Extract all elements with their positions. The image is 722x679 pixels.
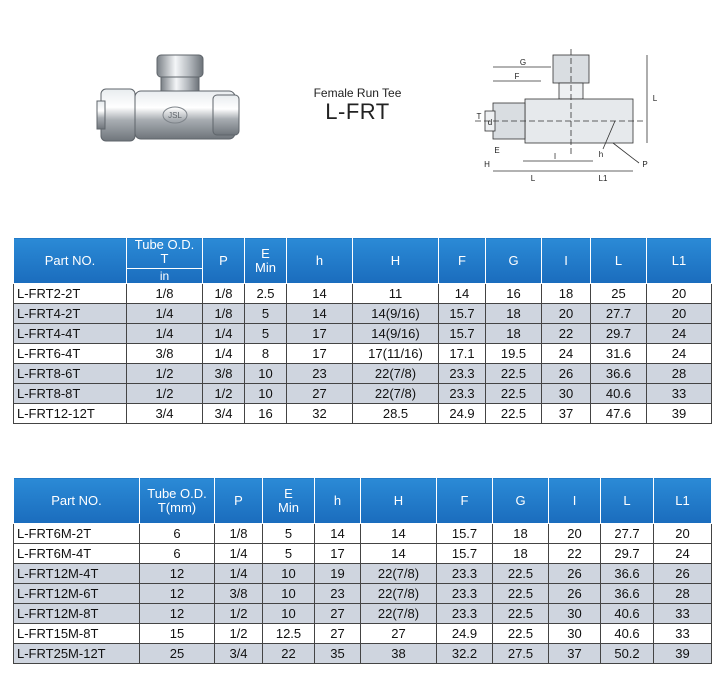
- col-header-l: L: [591, 238, 647, 284]
- cell-e: 16: [245, 404, 287, 424]
- cell-tube-od: 1/4: [127, 304, 203, 324]
- cell-tube-od: 1/8: [127, 284, 203, 304]
- cell-h-big: 14(9/16): [353, 304, 439, 324]
- cell-f: 24.9: [437, 624, 493, 644]
- cell-part: L-FRT6-4T: [14, 344, 127, 364]
- dim-label-l: L: [530, 174, 536, 183]
- cell-p: 1/2: [215, 604, 263, 624]
- dim-label-h-small: h: [598, 150, 604, 159]
- col-header-e-line2: Min: [278, 499, 299, 515]
- technical-drawing: [465, 45, 665, 190]
- cell-h-big: 14: [361, 544, 437, 564]
- cell-i: 37: [549, 644, 601, 664]
- cell-i: 22: [542, 324, 591, 344]
- cell-i: 30: [549, 604, 601, 624]
- cell-l1: 33: [647, 384, 712, 404]
- cell-part: L-FRT8-6T: [14, 364, 127, 384]
- cell-l1: 33: [654, 624, 712, 644]
- cell-l1: 20: [647, 304, 712, 324]
- cell-p: 1/4: [203, 324, 245, 344]
- spec-table-inch: [13, 237, 712, 424]
- cell-g: 18: [493, 524, 549, 544]
- cell-part: L-FRT15M-8T: [14, 624, 140, 644]
- cell-tube-od: 12: [140, 584, 215, 604]
- cell-l: 40.6: [591, 384, 647, 404]
- col-header-l1: L1: [647, 238, 712, 284]
- col-header-h-big: H: [361, 478, 437, 524]
- col-header-h-big: H: [353, 238, 439, 284]
- col-header-part: Part NO.: [14, 238, 127, 284]
- table-row: [14, 524, 712, 544]
- cell-i: 26: [549, 564, 601, 584]
- col-header-h-small: h: [287, 238, 353, 284]
- cell-p: 1/8: [203, 284, 245, 304]
- table-row: [14, 384, 712, 404]
- cell-l1: 24: [654, 544, 712, 564]
- table-row: [14, 344, 712, 364]
- cell-i: 26: [542, 364, 591, 384]
- col-header-tube-line2: T: [160, 251, 169, 266]
- cell-i: 20: [549, 524, 601, 544]
- col-header-tube-unit: in: [127, 268, 202, 283]
- cell-e: 5: [245, 324, 287, 344]
- col-header-f: F: [437, 478, 493, 524]
- cell-part: L-FRT8-8T: [14, 384, 127, 404]
- table-row: [14, 324, 712, 344]
- cell-l: 50.2: [601, 644, 654, 664]
- cell-tube-od: 6: [140, 524, 215, 544]
- cell-e: 5: [245, 304, 287, 324]
- cell-h-big: 17(11/16): [353, 344, 439, 364]
- cell-h-small: 23: [287, 364, 353, 384]
- cell-h-small: 35: [315, 644, 361, 664]
- cell-l1: 28: [647, 364, 712, 384]
- product-title-block: [300, 86, 415, 124]
- col-header-l: L: [601, 478, 654, 524]
- cell-h-big: 22(7/8): [353, 384, 439, 404]
- cell-e: 10: [245, 364, 287, 384]
- cell-g: 22.5: [493, 604, 549, 624]
- cell-e: 10: [245, 384, 287, 404]
- table-row: [14, 304, 712, 324]
- cell-l: 27.7: [601, 524, 654, 544]
- cell-f: 15.7: [439, 324, 486, 344]
- cell-g: 27.5: [493, 644, 549, 664]
- cell-e: 10: [263, 604, 315, 624]
- cell-i: 30: [549, 624, 601, 644]
- col-header-e: [263, 478, 315, 524]
- cell-h-big: 14: [361, 524, 437, 544]
- dim-label-g: G: [519, 58, 527, 67]
- cell-g: 18: [486, 304, 542, 324]
- cell-f: 15.7: [437, 524, 493, 544]
- cell-part: L-FRT12M-8T: [14, 604, 140, 624]
- cell-e: 5: [263, 524, 315, 544]
- cell-h-small: 17: [315, 544, 361, 564]
- col-header-p: P: [215, 478, 263, 524]
- cell-l: 36.6: [601, 564, 654, 584]
- cell-tube-od: 12: [140, 564, 215, 584]
- cell-f: 23.3: [439, 364, 486, 384]
- cell-h-small: 14: [287, 304, 353, 324]
- dim-label-p: P: [642, 160, 648, 169]
- cell-h-small: 27: [315, 624, 361, 644]
- col-header-tube-od: [140, 478, 215, 524]
- cell-p: 1/2: [215, 624, 263, 644]
- photo-logo: JSL: [168, 111, 182, 120]
- col-header-e-line2: Min: [255, 259, 276, 275]
- cell-i: 24: [542, 344, 591, 364]
- cell-f: 32.2: [437, 644, 493, 664]
- table-row: [14, 564, 712, 584]
- col-header-l1: L1: [654, 478, 712, 524]
- dim-label-d: d: [487, 118, 493, 127]
- cell-f: 14: [439, 284, 486, 304]
- cell-h-small: 27: [287, 384, 353, 404]
- dim-label-e: E: [494, 146, 500, 155]
- dim-label-h-big: H: [484, 160, 490, 169]
- cell-l1: 24: [647, 344, 712, 364]
- col-header-tube-line2: T(mm): [157, 499, 197, 515]
- cell-h-small: 32: [287, 404, 353, 424]
- cell-f: 24.9: [439, 404, 486, 424]
- col-header-g: G: [486, 238, 542, 284]
- col-header-e-line1: E: [284, 485, 293, 501]
- cell-f: 23.3: [437, 584, 493, 604]
- col-header-i: I: [549, 478, 601, 524]
- col-header-e: [245, 238, 287, 284]
- cell-g: 18: [493, 544, 549, 564]
- spec-table-metric: [13, 477, 712, 664]
- cell-h-small: 14: [315, 524, 361, 544]
- cell-p: 1/4: [215, 544, 263, 564]
- cell-part: L-FRT6M-4T: [14, 544, 140, 564]
- cell-h-big: 22(7/8): [361, 584, 437, 604]
- col-header-part: Part NO.: [14, 478, 140, 524]
- cell-e: 10: [263, 584, 315, 604]
- cell-tube-od: 1/2: [127, 384, 203, 404]
- cell-i: 37: [542, 404, 591, 424]
- cell-h-small: 17: [287, 344, 353, 364]
- cell-h-small: 17: [287, 324, 353, 344]
- cell-h-big: 22(7/8): [361, 564, 437, 584]
- cell-l: 40.6: [601, 624, 654, 644]
- table-row: [14, 284, 712, 304]
- cell-l1: 39: [654, 644, 712, 664]
- cell-h-small: 14: [287, 284, 353, 304]
- cell-i: 30: [542, 384, 591, 404]
- cell-part: L-FRT4-4T: [14, 324, 127, 344]
- cell-part: L-FRT12M-4T: [14, 564, 140, 584]
- cell-l1: 39: [647, 404, 712, 424]
- cell-p: 1/2: [203, 384, 245, 404]
- cell-i: 18: [542, 284, 591, 304]
- cell-h-big: 11: [353, 284, 439, 304]
- cell-h-big: 27: [361, 624, 437, 644]
- cell-l1: 20: [647, 284, 712, 304]
- cell-g: 18: [486, 324, 542, 344]
- col-header-g: G: [493, 478, 549, 524]
- cell-i: 20: [542, 304, 591, 324]
- col-header-p: P: [203, 238, 245, 284]
- cell-h-big: 14(9/16): [353, 324, 439, 344]
- cell-part: L-FRT12-12T: [14, 404, 127, 424]
- table-row: [14, 604, 712, 624]
- cell-g: 22.5: [493, 584, 549, 604]
- dim-label-l-vertical: L: [652, 94, 658, 103]
- cell-e: 10: [263, 564, 315, 584]
- cell-g: 19.5: [486, 344, 542, 364]
- col-header-tube-line1: Tube O.D.: [134, 237, 195, 252]
- cell-l: 47.6: [591, 404, 647, 424]
- table-row: [14, 404, 712, 424]
- cell-tube-od: 15: [140, 624, 215, 644]
- cell-l1: 26: [654, 564, 712, 584]
- col-header-tube-line1: Tube O.D.: [147, 485, 207, 501]
- cell-l1: 20: [654, 524, 712, 544]
- cell-l1: 28: [654, 584, 712, 604]
- cell-h-big: 22(7/8): [361, 604, 437, 624]
- cell-f: 17.1: [439, 344, 486, 364]
- cell-p: 3/8: [215, 584, 263, 604]
- cell-part: L-FRT12M-6T: [14, 584, 140, 604]
- cell-f: 15.7: [437, 544, 493, 564]
- cell-f: 23.3: [439, 384, 486, 404]
- cell-h-small: 23: [315, 584, 361, 604]
- cell-f: 23.3: [437, 564, 493, 584]
- cell-p: 3/4: [215, 644, 263, 664]
- cell-g: 22.5: [486, 404, 542, 424]
- cell-g: 22.5: [486, 384, 542, 404]
- cell-part: L-FRT2-2T: [14, 284, 127, 304]
- table-row: [14, 624, 712, 644]
- cell-h-big: 28.5: [353, 404, 439, 424]
- cell-tube-od: 3/4: [127, 404, 203, 424]
- cell-g: 22.5: [486, 364, 542, 384]
- cell-e: 12.5: [263, 624, 315, 644]
- dim-label-i: l: [554, 152, 556, 161]
- cell-part: L-FRT6M-2T: [14, 524, 140, 544]
- cell-tube-od: 6: [140, 544, 215, 564]
- col-header-h-small: h: [315, 478, 361, 524]
- cell-p: 1/4: [215, 564, 263, 584]
- cell-h-small: 27: [315, 604, 361, 624]
- cell-p: 3/8: [203, 364, 245, 384]
- cell-l: 29.7: [591, 324, 647, 344]
- cell-e: 8: [245, 344, 287, 364]
- cell-p: 1/8: [203, 304, 245, 324]
- cell-tube-od: 25: [140, 644, 215, 664]
- cell-tube-od: 1/4: [127, 324, 203, 344]
- cell-h-big: 38: [361, 644, 437, 664]
- cell-h-big: 22(7/8): [353, 364, 439, 384]
- cell-l1: 33: [654, 604, 712, 624]
- table-header-row: [14, 238, 712, 284]
- cell-g: 16: [486, 284, 542, 304]
- product-photo: [95, 45, 245, 165]
- cell-l: 25: [591, 284, 647, 304]
- cell-e: 5: [263, 544, 315, 564]
- cell-l: 36.6: [601, 584, 654, 604]
- cell-e: 2.5: [245, 284, 287, 304]
- dim-label-t: T: [476, 112, 482, 121]
- product-subtitle: Female Run Tee: [313, 86, 402, 100]
- col-header-e-line1: E: [261, 245, 270, 261]
- cell-tube-od: 12: [140, 604, 215, 624]
- cell-part: L-FRT25M-12T: [14, 644, 140, 664]
- cell-e: 22: [263, 644, 315, 664]
- cell-f: 15.7: [439, 304, 486, 324]
- col-header-i: I: [542, 238, 591, 284]
- cell-h-small: 19: [315, 564, 361, 584]
- col-header-f: F: [439, 238, 486, 284]
- cell-l: 40.6: [601, 604, 654, 624]
- cell-f: 23.3: [437, 604, 493, 624]
- cell-l: 29.7: [601, 544, 654, 564]
- product-code: L-FRT: [325, 99, 390, 124]
- cell-g: 22.5: [493, 624, 549, 644]
- table-header-row: [14, 478, 712, 524]
- table-row: [14, 544, 712, 564]
- table-row: [14, 364, 712, 384]
- cell-p: 1/4: [203, 344, 245, 364]
- cell-i: 26: [549, 584, 601, 604]
- cell-l1: 24: [647, 324, 712, 344]
- cell-g: 22.5: [493, 564, 549, 584]
- cell-p: 3/4: [203, 404, 245, 424]
- cell-tube-od: 3/8: [127, 344, 203, 364]
- cell-l: 27.7: [591, 304, 647, 324]
- cell-p: 1/8: [215, 524, 263, 544]
- dim-label-l1: L1: [598, 174, 608, 183]
- cell-i: 22: [549, 544, 601, 564]
- dim-label-f: F: [514, 72, 520, 81]
- cell-l: 31.6: [591, 344, 647, 364]
- cell-tube-od: 1/2: [127, 364, 203, 384]
- table-row: [14, 644, 712, 664]
- cell-l: 36.6: [591, 364, 647, 384]
- col-header-tube-od: [127, 238, 203, 284]
- cell-part: L-FRT4-2T: [14, 304, 127, 324]
- table-row: [14, 584, 712, 604]
